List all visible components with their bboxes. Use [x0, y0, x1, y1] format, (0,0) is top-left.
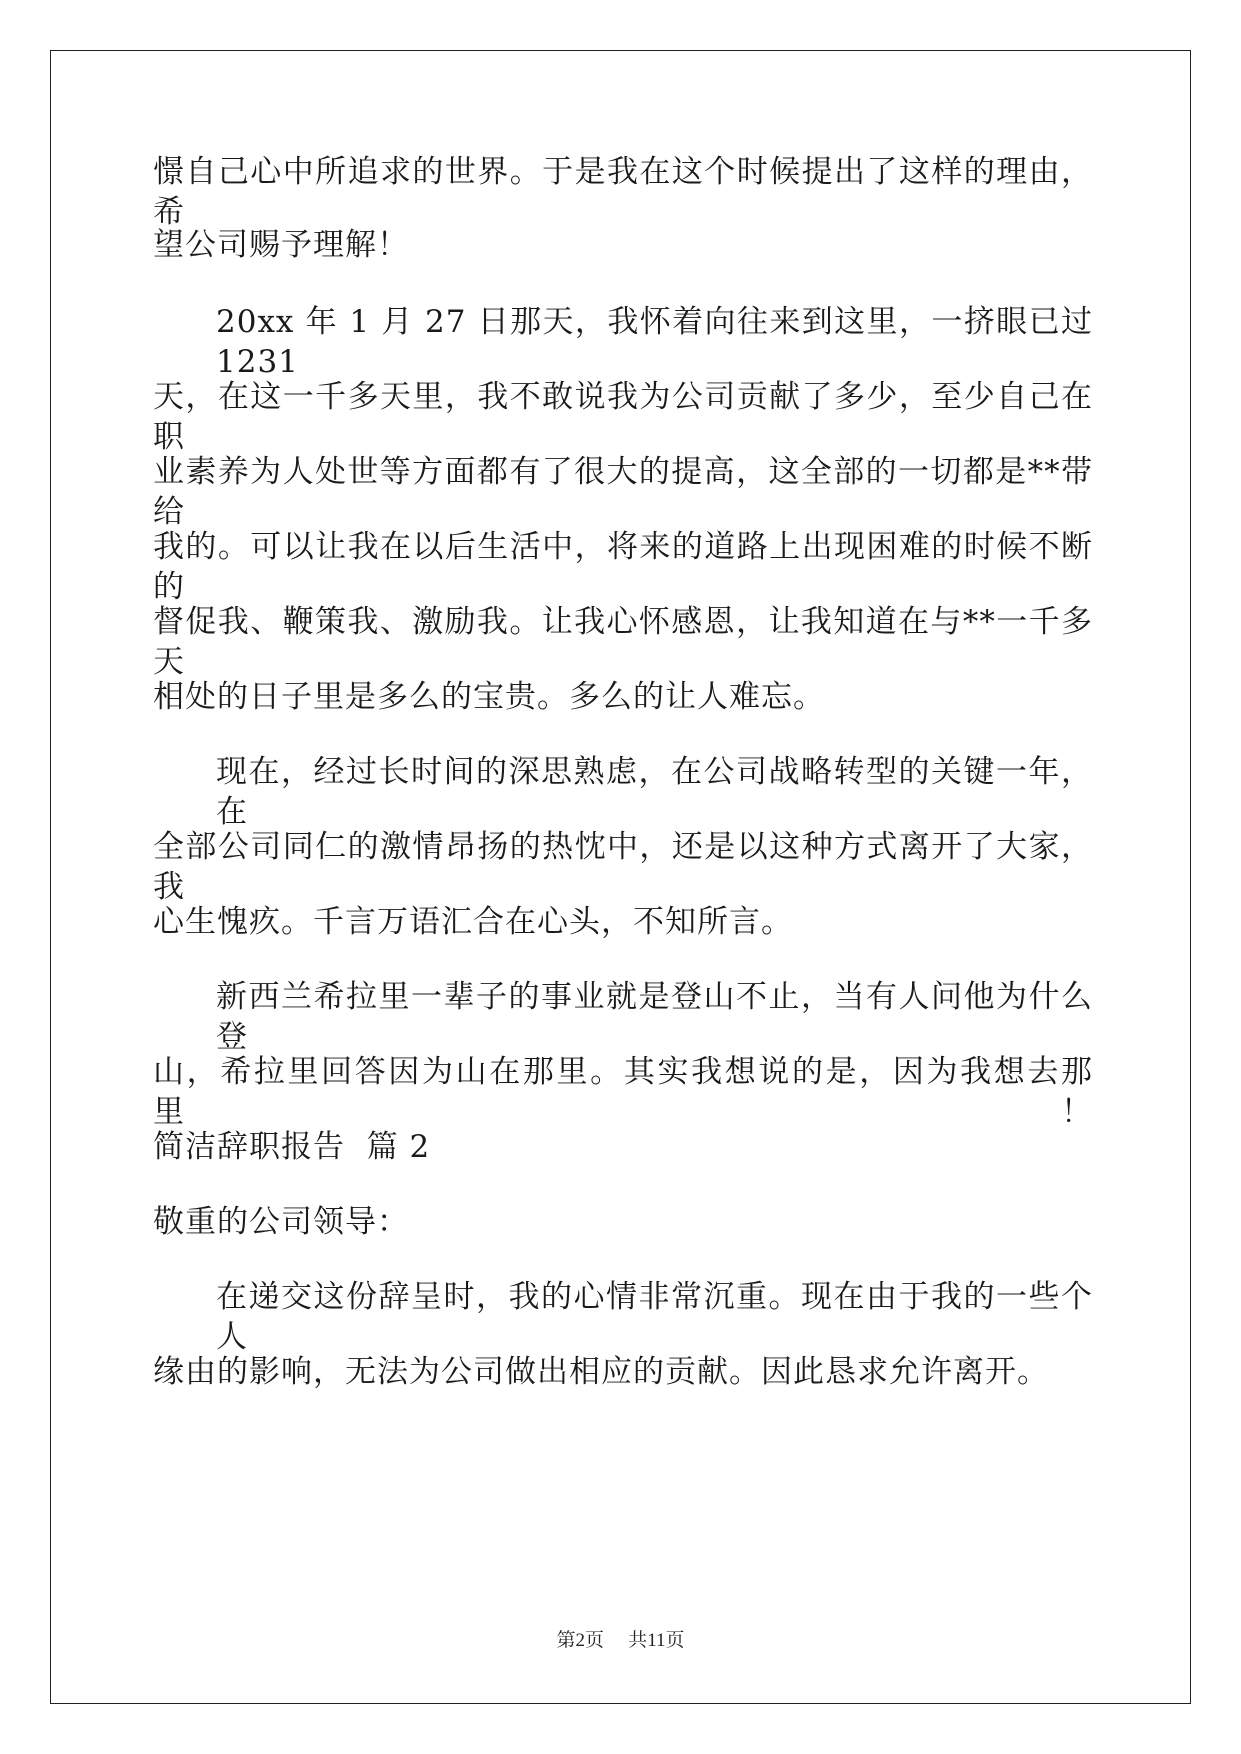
paragraph-start: 20xx 年 1 月 27 日那天，我怀着向往来到这里，一挤眼已过 1231 [216, 304, 1093, 380]
text-line: 相处的日子里是多么的宝贵。多么的让人难忘。 [153, 679, 825, 715]
current-page-number: 2 [575, 1630, 586, 1651]
footer-suffix: 页 [665, 1629, 685, 1651]
text-line: 心生愧疚。千言万语汇合在心头，不知所言。 [153, 904, 793, 940]
section-heading: 简洁辞职报告 篇 2 [153, 1129, 431, 1165]
text-line: 天，在这一千多天里，我不敢说我为公司贡献了多少，至少自己在职 [153, 379, 1093, 455]
page-border [50, 50, 1191, 1704]
text-line: 我的。可以让我在以后生活中，将来的道路上出现困难的时候不断的 [153, 529, 1093, 605]
text-line: 缘由的影响，无法为公司做出相应的贡献。因此恳求允许离开。 [153, 1354, 1049, 1390]
text-line: 业素养为人处世等方面都有了很大的提高，这全部的一切都是**带给 [153, 454, 1093, 530]
paragraph-start: 在递交这份辞呈时，我的心情非常沉重。现在由于我的一些个人 [216, 1279, 1093, 1355]
text-line: 憬自己心中所追求的世界。于是我在这个时候提出了这样的理由，希 [153, 154, 1093, 230]
text-line: 山，希拉里回答因为山在那里。其实我想说的是，因为我想去那里！ [153, 1054, 1093, 1130]
page-footer [0, 1628, 1241, 1653]
text-line: 望公司赐予理解！ [153, 227, 409, 263]
total-page-count: 11 [647, 1630, 666, 1651]
text-line: 全部公司同仁的激情昂扬的热忱中，还是以这种方式离开了大家，我 [153, 829, 1093, 905]
paragraph-start: 新西兰希拉里一辈子的事业就是登山不止，当有人问他为什么登 [216, 979, 1093, 1055]
paragraph-start: 现在，经过长时间的深思熟虑，在公司战略转型的关键一年，在 [216, 754, 1093, 830]
salutation: 敬重的公司领导： [153, 1204, 409, 1240]
text-line: 督促我、鞭策我、激励我。让我心怀感恩，让我知道在与**一千多天 [153, 604, 1093, 680]
footer-middle: 页 共 [585, 1629, 648, 1651]
footer-prefix: 第 [556, 1629, 576, 1651]
